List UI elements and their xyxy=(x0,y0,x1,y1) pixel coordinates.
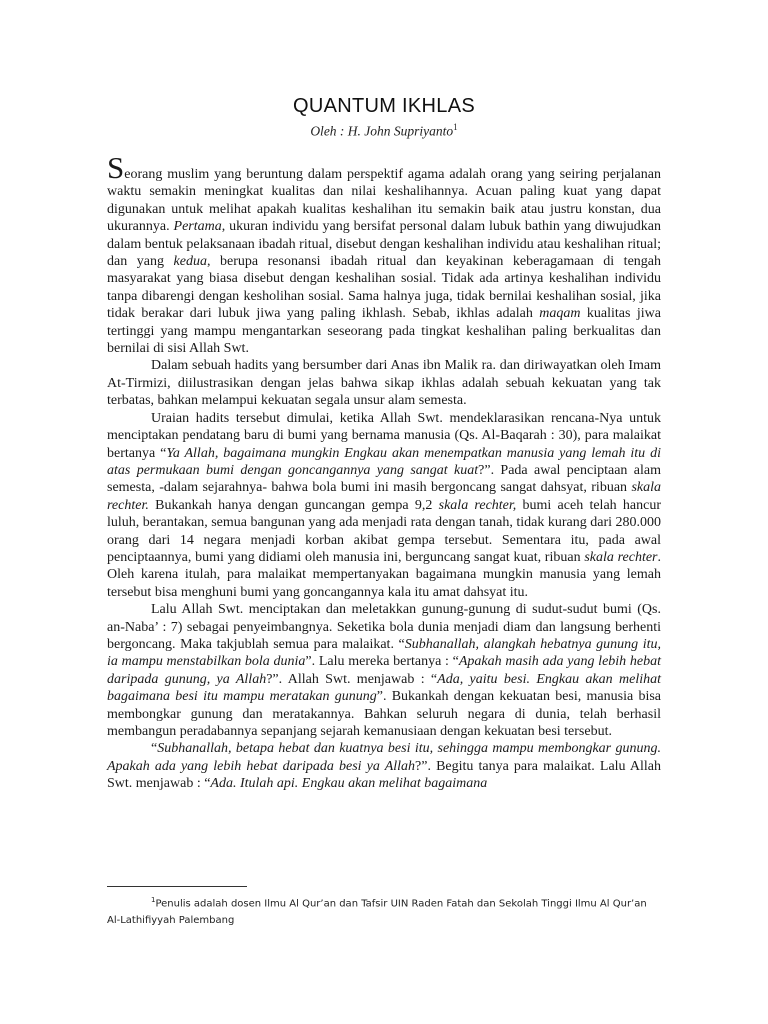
text-run: Lalu Allah Swt. menciptakan dan meletakkan gunung-gunung di sudut-sudut bumi (Qs. an-Naba’ : 7) sebagai penyeimbangnya. Seketika bola dunia menjadi diam dan langsung berhenti bergoncang. Maka takjublah semua para malaikat. “ xyxy=(107,602,661,652)
italic-text: kedua xyxy=(173,254,207,270)
footnote-text-1: Penulis adalah dosen Ilmu Al Qur’an dan Tafsir UIN Raden Fatah dan Sekolah Tinggi Ilmu Al Qur’an xyxy=(155,898,647,910)
text-run: , ukuran individu yang bersifat personal dalam lubuk bathin yang diwujudkan dalam bentuk pelaksanaan ibadah ritual, disebut dengan keshalihan individu atau keshalihan ritual; dan yang xyxy=(107,219,661,270)
italic-text: Pertama xyxy=(173,219,222,235)
footnote xyxy=(107,892,667,929)
text-run: ?”. Allah Swt. menjawab : “ xyxy=(266,671,438,687)
italic-text: Ya Allah, bagaimana mungkin Engkau akan menempatkan manusia yang lemah itu di atas permukaan bumi dengan goncangannya yang sangat kuat xyxy=(107,445,661,478)
text-run: bumi aceh telah hancur luluh, berantakan, semua bangunan yang ada menjadi rata dengan tanah, tidak kurang dari 280.000 orang dari 14 negara menjadi korban akibat gempa tersebut. Sementara itu, pada awal penciptaannya, bumi yang didiami oleh manusia ini, berguncang sangat kuat, ribuan xyxy=(107,497,661,565)
italic-text: Apakah masih ada yang lebih hebat daripada gunung, ya Allah xyxy=(107,654,661,687)
italic-text: Ada, yaitu besi. Engkau akan melihat bagaimana besi itu mampu meratakan gunung xyxy=(107,671,661,705)
footnote-mark: 1 xyxy=(151,896,156,904)
text-run: eorang muslim yang beruntung dalam perspektif agama adalah orang yang seiring perjalanan waktu semakin meningkat kualitas dan nilai keshalihannya. Acuan paling kuat yang dapat digunakan untuk melihat apakah kualitas keshalihan itu semakin baik atau justru konstan, dua ukurannya. xyxy=(107,167,661,235)
paragraph xyxy=(107,740,661,792)
italic-text: skala rechter. xyxy=(107,480,661,513)
footnote-reference[interactable]: 1 xyxy=(453,122,458,132)
text-run: ?”. Pada awal penciptaan alam semesta, -dalam sejarahnya- bahwa bola bumi ini masih bergoncang sangat dahsyat, ribuan xyxy=(107,462,661,496)
text-run: . Oleh karena itulah, para malaikat mempertanyakan bagaimana mungkin manusia yang lemah tersebut bisa menghuni bumi yang goncangannya kala itu amat dahsyat itu. xyxy=(107,549,661,600)
document-title: QUANTUM IKHLAS xyxy=(292,95,475,117)
footnote-line-2: Al-Lathifiyyah Palembang xyxy=(107,915,235,927)
article-body xyxy=(107,150,662,793)
author-byline xyxy=(0,122,768,140)
italic-text: Subhanallah, alangkah hebatnya gunung itu, ia mampu menstabilkan bola dunia xyxy=(107,636,662,670)
byline-text: Oleh : H. John Supriyanto xyxy=(310,123,454,139)
italic-text: Ada. Itulah api. Engkau akan melihat bagaimana xyxy=(210,776,488,792)
footnote-line-1 xyxy=(107,892,667,912)
paragraph xyxy=(107,601,661,740)
text-run: ?”. Begitu tanya para malaikat. Lalu Allah Swt. menjawab : “ xyxy=(107,758,661,792)
text-run: Dalam sebuah hadits yang bersumber dari Anas ibn Malik ra. dan diriwayatkan oleh Imam At-Tirmizi, diilustrasikan dengan jelas bahwa sikap ikhlas adalah sebuah kekuatan yang tak terbatas, bahkan melampui kekuatan segala unsur alam semesta. xyxy=(107,358,661,409)
text-run: ”. Lalu mereka bertanya : “ xyxy=(305,654,459,670)
footnote-separator xyxy=(107,886,247,887)
drop-cap: S xyxy=(107,150,125,185)
text-run: ”. Bukankah dengan kekuatan besi, manusia bisa membongkar gunung dan meratakannya. Bahkan seluruh negara di dunia, telah berhasil membangun peradabannya sepanjang sejarah kemanusiaan dengan kekuatan besi tersebut. xyxy=(107,689,661,739)
italic-text: skala rechter, xyxy=(438,497,517,513)
italic-text: Subhanallah, betapa hebat dan kuatnya besi itu, sehingga mampu membongkar gunung. Apakah ada yang lebih hebat daripada besi ya Allah xyxy=(107,741,661,774)
text-run: “ xyxy=(151,741,158,757)
text-run: , berupa resonansi ibadah ritual dan keyakinan keberagamaan di tengah masyarakat yang biasa disebut dengan keshalihan sosial. Tidak ada artinya keshalihan individu tanpa dibarengi dengan kesholihan sosial. Sama halnya juga, tidak bernilai keshalihan sosial, jika tidak berakar dari lubuk jiwa yang paling ikhlash. Sebab, ikhlas adalah xyxy=(107,254,661,322)
text-run: Uraian hadits tersebut dimulai, ketika Allah Swt. mendeklarasikan rencana-Nya untuk menciptakan pendatang baru di bumi yang bernama manusia (Qs. Al-Baqarah : 30), para malaikat bertanya “ xyxy=(107,410,661,461)
italic-text: skala rechter xyxy=(584,549,658,565)
paragraph xyxy=(107,357,661,409)
italic-text: maqam xyxy=(539,306,581,322)
text-run: kualitas jiwa tertinggi yang mampu mengantarkan seseorang pada tingkat keshalihan paling berkualitas dan bernilai di sisi Allah Swt. xyxy=(107,306,661,357)
paragraph xyxy=(107,410,661,601)
paragraph xyxy=(107,150,661,357)
text-run: Bukankah hanya dengan guncangan gempa 9,2 xyxy=(148,497,439,513)
